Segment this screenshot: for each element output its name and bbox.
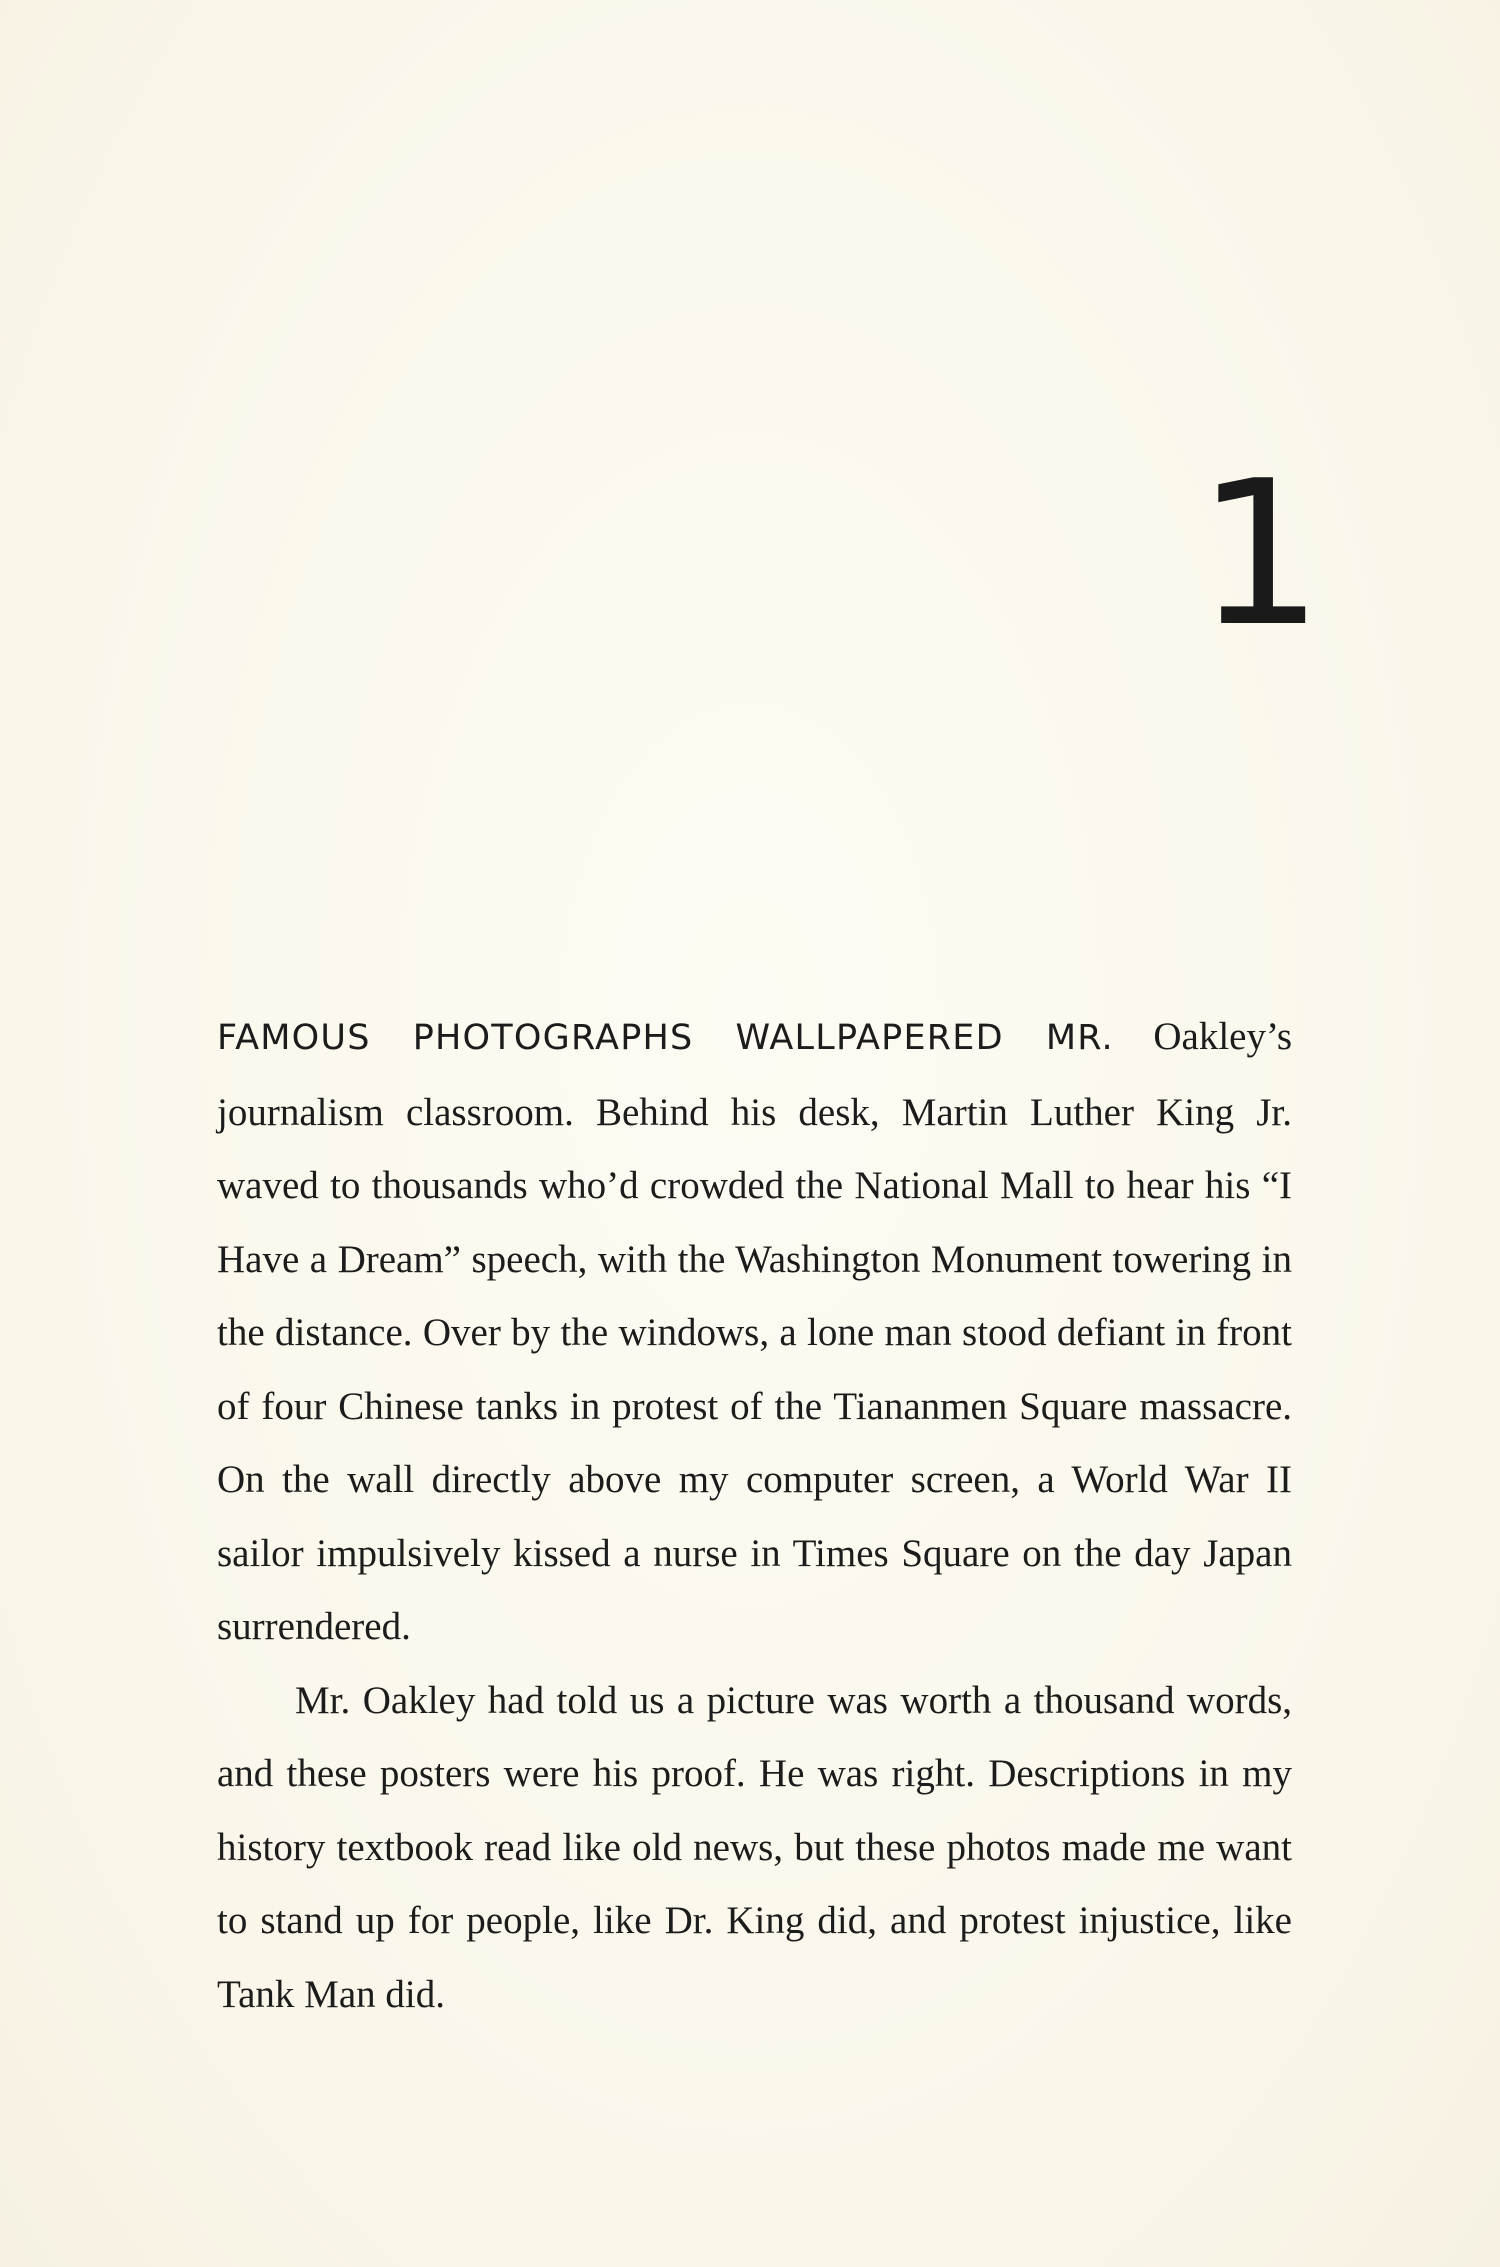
lead-in-caps: FAMOUS PHOTOGRAPHS WALLPAPERED MR. [217,1018,1114,1058]
paragraph-opening [217,1000,1292,1664]
paragraph-2: Mr. Oakley had told us a picture was worth a thousand words, and these posters were his proof. He was right. Descriptions in my history textbook read like old news, but these photos made me want to stand up for people, like Dr. King did, and protest injustice, like Tank Man did. [217,1678,1292,2016]
chapter-number: 1 [1196,438,1324,671]
chapter-text [217,1000,1292,2031]
paragraph-1-text: Oakley’s journalism classroom. Behind his desk, Martin Luther King Jr. waved to thousands who’d crowded the National Mall to hear his “I Have a Dream” speech, with the Washington Monument towering in the distance. Over by the windows, a lone man stood defiant in front of four Chinese tanks in protest of the Tiananmen Square massacre. On the wall directly above my computer screen, a World War II sailor impulsively kissed a nurse in Times Square on the day Japan surrendered. [217,1015,1292,1648]
